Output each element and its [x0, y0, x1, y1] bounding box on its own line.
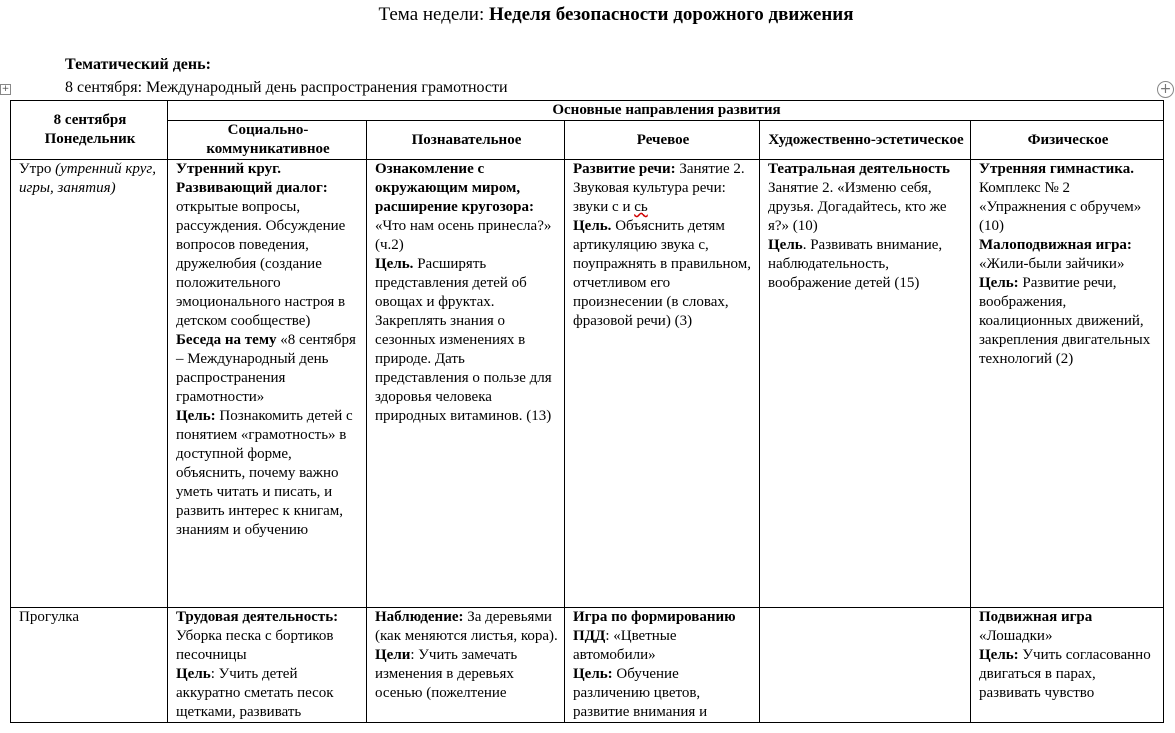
cell-morning-speech [565, 160, 760, 608]
cell-text: Утренняя гимнастика. [979, 161, 1134, 177]
cell-text: Беседа на тему [176, 332, 277, 348]
cell-text: : Учить детей аккуратно сметать песок щетками, развивать [176, 666, 334, 720]
cell-text: : «Цветные автомобили» [573, 628, 677, 663]
cell-text: Уборка песка с бортиков песочницы [176, 628, 334, 663]
cell-morning-physical [971, 160, 1164, 608]
cell-text: Трудовая деятельность: [176, 609, 339, 625]
row-label-note: (утренний круг, игры, занятия) [19, 161, 156, 196]
cell-morning-art [760, 160, 971, 608]
cell-text: Подвижная игра [979, 609, 1093, 625]
group-header: Основные направления развития [168, 101, 1164, 121]
title-prefix: Тема недели: [378, 4, 490, 25]
table-move-handle-icon[interactable]: + [1, 84, 10, 94]
cell-text: Обучение различению цветов, развитие внимания и [573, 666, 708, 720]
cell-text: Развитие речи, воображения, коалиционных движений, закрепления двигательных технологий (2) [979, 275, 1151, 367]
cell-text: Цели [375, 647, 411, 663]
page-title [0, 3, 1175, 27]
table-row-morning [11, 160, 1164, 608]
column-header-speech: Речевое [565, 121, 760, 160]
column-header-social: Социально-коммуникативное [168, 121, 367, 160]
cell-text: Цель. [375, 256, 414, 272]
cell-text: «Жили-были зайчики» [979, 256, 1125, 272]
cell-walk-speech [565, 608, 760, 723]
row-label-walk: Прогулка [11, 608, 168, 723]
cell-text: Цель [768, 237, 803, 253]
cell-text: «Лошадки» [979, 628, 1053, 644]
cell-text: Ознакомление с окружающим миром, расширение кругозора: [375, 161, 535, 215]
cell-text: Театральная деятельность [768, 161, 950, 177]
cell-text: Утренний круг. [176, 161, 282, 177]
column-header-physical: Физическое [971, 121, 1164, 160]
cell-text: Цель. [573, 218, 612, 234]
column-header-art: Художественно-эстетическое [760, 121, 971, 160]
cell-text: Развитие речи: [573, 161, 676, 177]
cell-walk-social [168, 608, 367, 723]
cell-text: «8 сентября – Международный день распространения грамотности» [176, 332, 356, 405]
plan-table [10, 100, 1164, 723]
cell-morning-cognitive [367, 160, 565, 608]
cell-text: Комплекс № 2 «Упражнения с обручем» (10) [979, 180, 1142, 234]
row-label-morning [11, 160, 168, 608]
corner-weekday: Понедельник [44, 131, 136, 147]
cell-morning-social [168, 160, 367, 608]
cell-text: Игра по формированию ПДД [573, 609, 736, 644]
corner-date: 8 сентября [53, 112, 127, 128]
cell-text: сь [634, 199, 648, 215]
title-theme: Неделя безопасности дорожного движения [489, 4, 854, 25]
cell-text: Развивающий диалог: [176, 180, 328, 196]
cell-text: открытые вопросы, рассуждения. Обсуждение вопросов поведения, дружелюбия (создание положительного эмоционального настроя в детском сообществе) [176, 199, 346, 329]
cell-text: : Учить замечать изменения в деревьях осенью (пожелтение [375, 647, 518, 701]
cell-walk-cognitive [367, 608, 565, 723]
cell-walk-physical [971, 608, 1164, 723]
cell-text: Объяснить детям артикуляцию звука с, поупражнять в правильном, отчетливом его произнесении (в словах, фразовой речи) (3) [573, 218, 752, 329]
cell-text: За деревьями (как меняются листья, кора). [375, 609, 558, 644]
table-row-walk [11, 608, 1164, 723]
cell-text: Расширять представления детей об овощах и фруктах. Закреплять знания о сезонных изменениях в природе. Дать представления о пользе для здоровья человека природных витаминов. (13) [375, 256, 552, 424]
add-column-icon[interactable]: + [1157, 81, 1174, 98]
cell-text: Цель: [979, 275, 1019, 291]
cell-text: Цель: [573, 666, 613, 682]
cell-text: Цель: [176, 408, 216, 424]
theme-day-value: 8 сентября: Международный день распространения грамотности [65, 79, 508, 96]
cell-text: Занятие 2. Звуковая культура речи: звуки с и [573, 161, 745, 215]
cell-text: . Развивать внимание, наблюдательность, воображение детей (15) [768, 237, 943, 291]
cell-text: Учить согласованно двигаться в парах, развивать чувство [979, 647, 1151, 701]
corner-cell [11, 101, 168, 160]
cell-walk-art [760, 608, 971, 723]
cell-text: Занятие 2. «Изменю себя, друзья. Догадайтесь, кто же я?» (10) [768, 180, 947, 234]
cell-text: «Что нам осень принесла?» (ч.2) [375, 218, 552, 253]
column-header-cognitive: Познавательное [367, 121, 565, 160]
cell-text: Цель [176, 666, 211, 682]
cell-text: Малоподвижная игра: [979, 237, 1132, 253]
cell-text: Цель: [979, 647, 1019, 663]
cell-text: Познакомить детей с понятием «грамотность» в доступной форме, объяснить, почему важно уметь читать и писать, и развить интерес к книгам, знаниям и обучению [176, 408, 353, 538]
row-label: Утро [19, 161, 52, 177]
theme-day-label: Тематический день: [65, 56, 211, 73]
cell-text: Наблюдение: [375, 609, 464, 625]
